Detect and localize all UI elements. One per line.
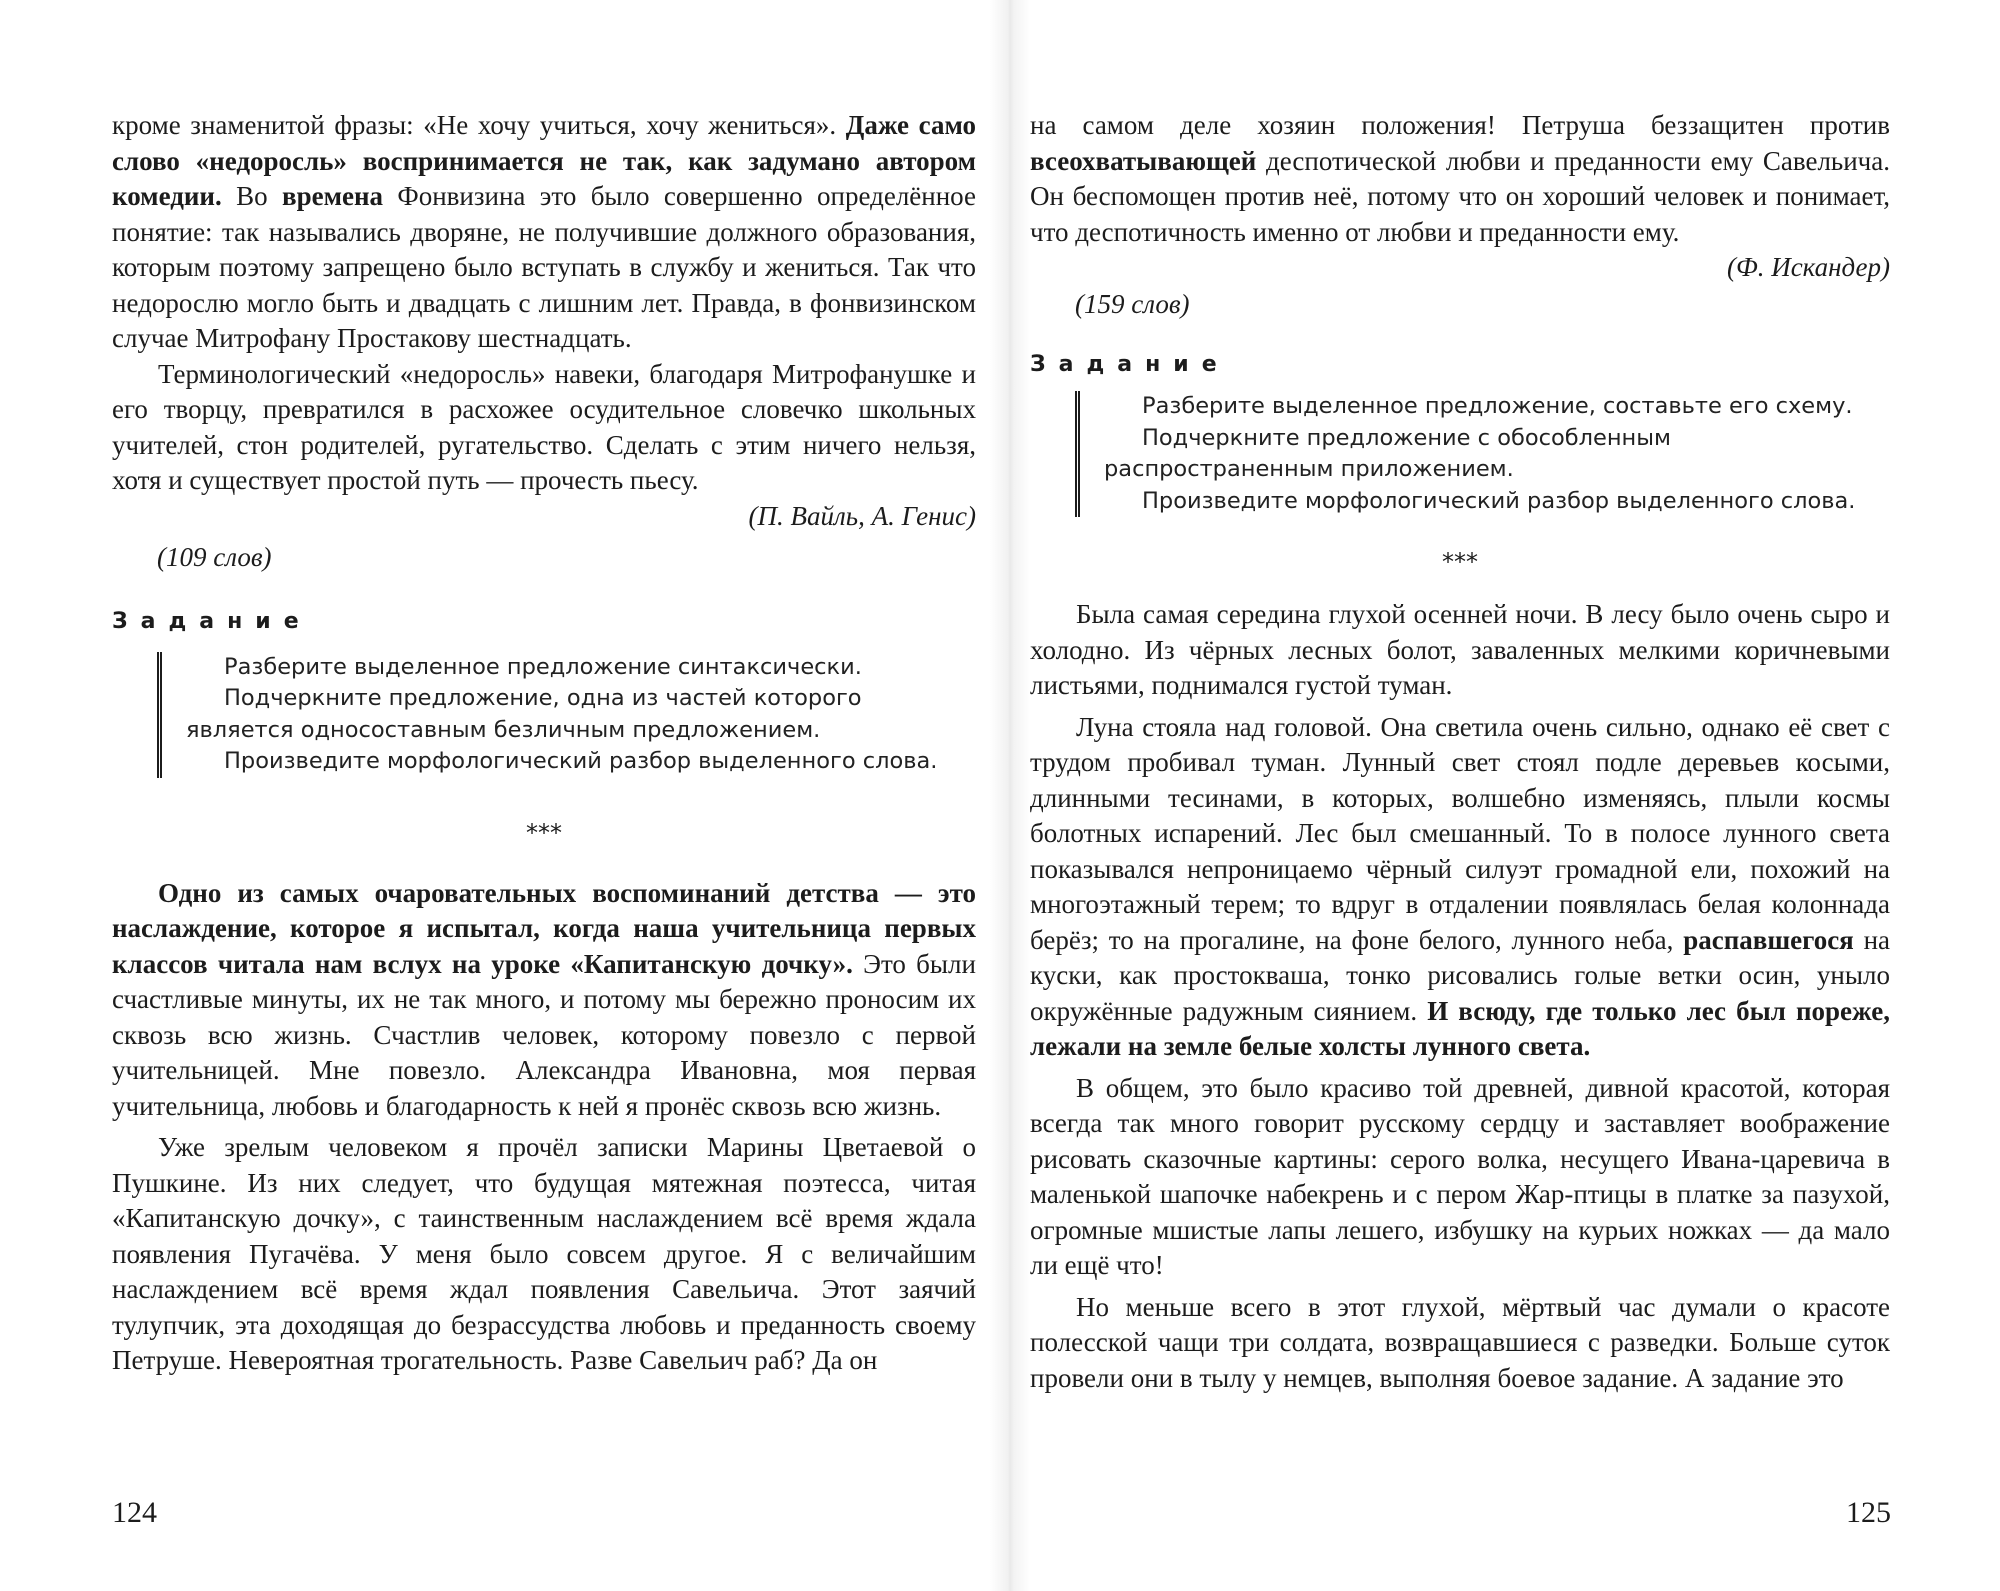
left-paragraph-2: Терминологический «недоросль» навеки, благодаря Митрофанушке и его творцу, превратился в расхожее осудительное словечко школьных учителей, стон родителей, ругательство. Сделать с этим ничего нельзя, хотя и существует простой путь — прочесть пьесу. xyxy=(112,358,976,495)
left-task-line-2: Подчеркните предложение, одна из частей которого является односоставным безличным предложением. xyxy=(186,685,862,743)
right-page xyxy=(1030,108,1890,1396)
highlighted-sentence: Одно из самых очаровательных воспоминаний детства — это наслаждение, которое я испытал, когда наша учительница первых классов читала нам вслух на уроке «Капитанскую дочку». xyxy=(112,877,976,979)
right-paragraph-2: Была самая середина глухой осенней ночи. В лесу было очень сыро и холодно. Из чёрных лесных болот, заваленных мелкими коричневыми листьями, поднимался густой туман. xyxy=(1030,599,1890,700)
right-paragraph-5: Но меньше всего в этот глухой, мёртвый час думали о красоте полесской чащи три солдата, возвращавшиеся с разведки. Больше суток провели они в тылу у немцев, выполняя боевое задание. А задание это xyxy=(1030,1291,1890,1393)
highlighted-sentence: Даже само слово «недоросль» воспринимается не так, как задумано автором комедии. xyxy=(112,110,976,211)
page-number-right: 125 xyxy=(1846,1496,1891,1529)
left-task-line-1: Разберите выделенное предложение синтаксически. xyxy=(224,653,862,680)
highlighted-word: всеохватывающей xyxy=(1030,145,1257,176)
highlighted-sentence: И всюду, где только лес был пореже, лежали на земле белые холсты лунного света. xyxy=(1030,995,1890,1061)
right-paragraph-4: В общем, это было красиво той древней, дивной красотой, которая всегда так много говорит русскому сердцу и заставляет воображение рисовать сказочные картины: серого волка, несущего Ивана-царевича в маленькой шапочке набекрень и с пером Жар-птицы в платке за пазухой, огромные мшистые лапы лешего, избушку на курьих ножках — да мало ли ещё что! xyxy=(1030,1072,1890,1280)
right-task-heading: Задание xyxy=(1030,352,1230,377)
left-page xyxy=(112,108,976,1379)
right-paragraph-3: Луна стояла над головой. Она светила очень сильно, однако её свет с трудом пробивал туман. Лунный свет стоял подле деревьев косыми, длинными тесинами, в которых, волшебно изменяясь, плыли космы болотных испарений. Лес был смешанный. То в полосе лунного света показывался непроницаемо чёрный силуэт громадной ели, похожий на многоэтажный терем; то вдруг в отдалении появлялась белая колоннада берёз; то на прогалине, на фоне белого, лунного неба, распавшегося на куски, как простокваша, тонко рисовались голые ветки осин, уныло окружённые радужным сиянием. И всюду, где только лес был пореже, лежали на земле белые холсты лунного света. xyxy=(1030,711,1890,1061)
right-paragraph-1: на самом деле хозяин положения! Петруша беззащитен против всеохватывающей деспотической любви и преданности ему Савельича. Он беспомощен против неё, потому что он хороший человек и понимает, что деспотичность именно от любви и преданности ему. xyxy=(1030,110,1890,247)
left-paragraph-1: кроме знаменитой фразы: «Не хочу учиться, хочу жениться». Даже само слово «недоросль» воспринимается не так, как задумано автором комедии. Во времена Фонвизина это было совершенно определённое понятие: так назывались дворяне, не получившие должного образования, которым поэтому запрещено было вступать в службу и жениться. Так что недорослю могло быть и двадцать с лишним лет. Правда, в фонвизинском случае Митрофану Простакову шестнадцать. xyxy=(112,110,976,353)
left-task-box xyxy=(157,652,976,778)
highlighted-word: распавшегося xyxy=(1683,924,1854,955)
right-task-box xyxy=(1075,391,1890,517)
left-paragraph-3: Одно из самых очаровательных воспоминаний детства — это наслаждение, которое я испытал, когда наша учительница первых классов читала нам вслух на уроке «Капитанскую дочку». Это были счастливые минуты, их не так много, и потому мы бережно проносим их сквозь всю жизнь. Счастлив человек, которому повезло с первой учительницей. Мне повезло. Александра Ивановна, моя первая учительница, любовь и благодарность к ней я пронёс сквозь всю жизнь. xyxy=(112,877,976,1121)
left-word-count: (109 слов) xyxy=(157,541,272,572)
left-task-line-3: Произведите морфологический разбор выделенного слова. xyxy=(224,748,938,774)
left-task-heading: Задание xyxy=(112,608,312,634)
right-task-line-1: Разберите выделенное предложение, составьте его схему. xyxy=(1142,393,1853,419)
left-paragraph-4: Уже зрелым человеком я прочёл записки Марины Цветаевой о Пушкине. Из них следует, что будущая мятежная поэтесса, читая «Капитанскую дочку», с таинственным наслаждением всё время ждала появления Пугачёва. У меня было совсем другое. Я с величайшим наслаждением всё время ждал появления Савельича. Этот заячий тулупчик, эта доходящая до безрассудства любовь и преданность своему Петруше. Невероятная трогательность. Разве Савельич раб? Да он xyxy=(112,1132,976,1375)
page-number-left: 124 xyxy=(112,1496,157,1529)
right-task-line-2: Подчеркните предложение с обособленным распространенным приложением. xyxy=(1104,424,1671,482)
left-separator: *** xyxy=(526,818,562,847)
right-separator: *** xyxy=(1442,548,1478,576)
left-signature: (П. Вайль, А. Генис) xyxy=(748,500,976,531)
highlighted-word: времена xyxy=(282,181,384,211)
right-word-count: (159 слов) xyxy=(1075,289,1190,319)
book-gutter xyxy=(990,0,1030,1591)
right-signature: (Ф. Искандер) xyxy=(1726,252,1890,282)
right-task-line-3: Произведите морфологический разбор выделенного слова. xyxy=(1142,487,1856,514)
